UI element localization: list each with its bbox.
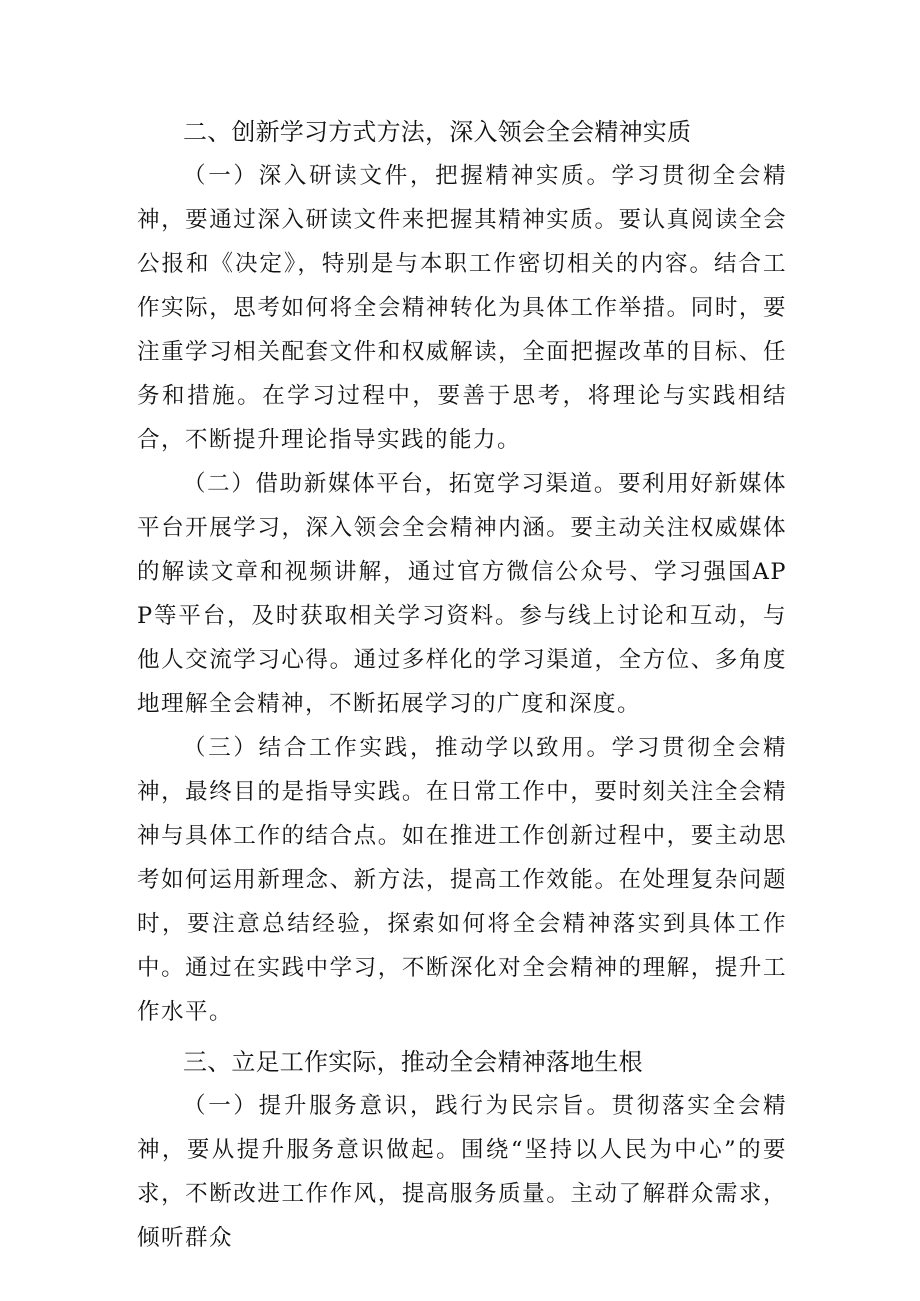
paragraph-3-1: （一）提升服务意识，践行为民宗旨。贯彻落实全会精神，要从提升服务意识做起。围绕“坚持以人民为中心”的要求，不断改进工作作风，提高服务质量。主动了解群众需求，倾听群众 (137, 1093, 787, 1251)
document-body (137, 110, 787, 1260)
paragraph-2-1: （一）深入研读文件，把握精神实质。学习贯彻全会精神，要通过深入研读文件来把握其精神实质。要认真阅读全会公报和《决定》，特别是与本职工作密切相关的内容。结合工作实际，思考如何将全会精神转化为具体工作举措。同时，要注重学习相关配套文件和权威解读，全面把握改革的目标、任务和措施。在学习过程中，要善于思考，将理论与实践相结合，不断提升理论指导实践的能力。 (137, 163, 787, 453)
section-heading-2: 二、创新学习方式方法，深入领会全会精神实质 (183, 118, 692, 146)
paragraph-2-2: （二）借助新媒体平台，拓宽学习渠道。要利用好新媒体平台开展学习，深入领会全会精神内涵。要主动关注权威媒体的解读文章和视频讲解，通过官方微信公众号、学习强国APP等平台，及时获取相关学习资料。参与线上讨论和互动，与他人交流学习心得。通过多样化的学习渠道，全方位、多角度地理解全会精神，不断拓展学习的广度和深度。 (137, 471, 787, 717)
section-heading-3: 三、立足工作实际，推动全会精神落地生根 (183, 1048, 643, 1076)
paragraph-2-3: （三）结合工作实践，推动学以致用。学习贯彻全会精神，最终目的是指导实践。在日常工作中，要时刻关注全会精神与具体工作的结合点。如在推进工作创新过程中，要主动思考如何运用新理念、新方法，提高工作效能。在处理复杂问题时，要注意总结经验，探索如何将全会精神落实到具体工作中。通过在实践中学习，不断深化对全会精神的理解，提升工作水平。 (137, 735, 787, 1025)
